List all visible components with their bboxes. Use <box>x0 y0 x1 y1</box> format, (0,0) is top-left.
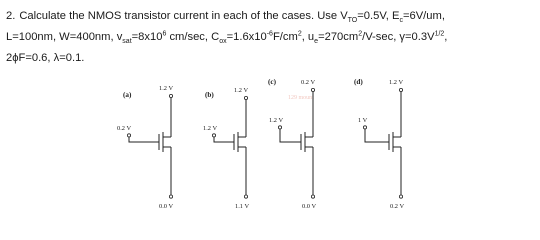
circuit-label: (d) <box>354 78 363 86</box>
source-voltage: 1.1 V <box>235 203 250 210</box>
drain-voltage: 1.2 V <box>234 87 249 94</box>
drain-terminal <box>244 96 247 99</box>
gate-terminal <box>363 126 366 129</box>
gate-terminal <box>278 126 281 129</box>
drain-terminal <box>399 88 402 91</box>
source-voltage: 0.0 V <box>302 203 317 210</box>
question-line-2: L=100nm, W=400nm, $v_{sat}=8x10^6$ cm/sec, $C_{ox}=1.6x10^{-6}F/cm^2$, $u_e=270cm^2/V-\sec$, $\gamma=0.3V^{1/2}$, <box>6 30 448 46</box>
gate-terminal <box>212 134 215 137</box>
drain-terminal <box>311 88 314 91</box>
gate-wire <box>129 137 159 142</box>
circuit-label: (a) <box>123 91 132 99</box>
gate-wire <box>280 129 301 142</box>
drain-voltage: 1.2 V <box>159 85 174 92</box>
drain-terminal <box>169 94 172 97</box>
question-number: 2. <box>6 10 16 22</box>
watermark-text: 129 mount <box>288 95 314 101</box>
source-terminal <box>311 195 314 198</box>
source-voltage: 0.0 V <box>159 203 174 210</box>
drain-voltage: 0.2 V <box>301 79 316 86</box>
circuit-d <box>354 78 404 210</box>
source-terminal <box>169 195 172 198</box>
circuit-label: (b) <box>205 91 214 99</box>
drain-voltage: 1.2 V <box>389 79 404 86</box>
gate-voltage: 1.2 V <box>203 125 218 132</box>
circuit-label: (c) <box>268 78 276 86</box>
gate-terminal <box>127 134 130 137</box>
gate-voltage: 1 V <box>358 117 368 124</box>
question-line-3: 2ϕF=0.6, λ=0.1. <box>6 52 85 64</box>
gate-wire <box>214 137 234 142</box>
gate-wire <box>365 129 389 142</box>
gate-voltage: 1.2 V <box>269 117 284 124</box>
question-line-1: 2. Calculate the NMOS transistor current in each of the cases. Use $V_{TO}=0.5V$, $E_c=6V/um$, <box>6 10 445 25</box>
question-text <box>6 6 534 69</box>
source-terminal <box>399 195 402 198</box>
circuit-a <box>117 85 173 210</box>
source-terminal <box>244 195 247 198</box>
gate-voltage: 0.2 V <box>117 125 132 132</box>
source-voltage: 0.2 V <box>390 203 405 210</box>
circuit-b <box>203 87 249 210</box>
circuit-figure <box>0 74 540 214</box>
